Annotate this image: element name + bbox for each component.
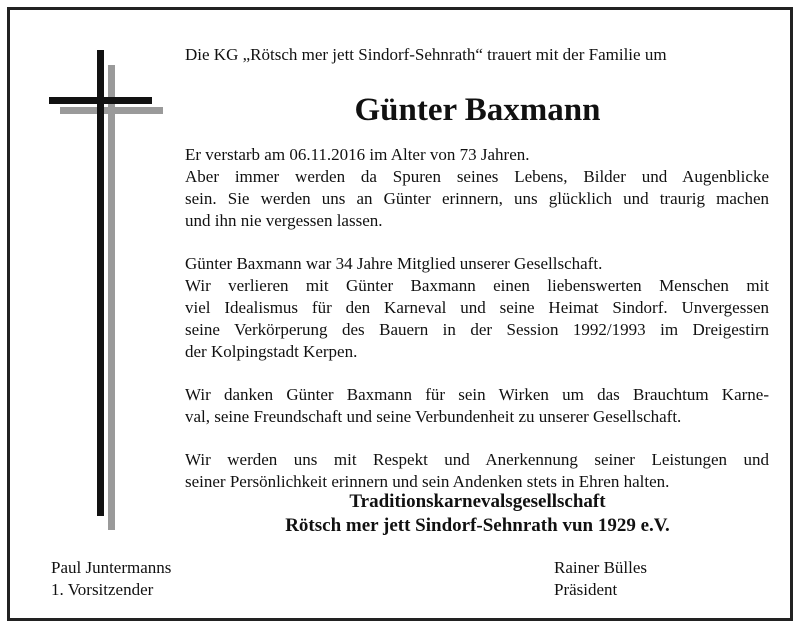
text-line: viel Idealismus für den Karneval und seine Heimat Sindorf. Unvergessen — [185, 298, 769, 317]
text-line: seiner Persönlichkeit erinnern und sein Andenken stets in Ehren halten. — [185, 472, 670, 491]
obituary-frame — [7, 7, 793, 621]
signatory-left — [51, 557, 171, 601]
text-line: Er verstarb am 06.11.2016 im Alter von 73 Jahren. — [185, 145, 530, 164]
signatory-name: Paul Juntermanns — [51, 558, 172, 577]
cross-icon-vertical — [97, 50, 104, 516]
paragraph-death-notice — [185, 144, 769, 232]
deceased-name: Günter Baxmann — [354, 92, 601, 128]
text-line: der Kolpingstadt Kerpen. — [185, 342, 358, 361]
text-line: Wir verlieren mit Günter Baxmann einen liebenswerten Menschen mit — [185, 276, 769, 295]
paragraph-thanks — [185, 384, 769, 428]
signatory-role: Präsident — [554, 580, 618, 599]
text-line: seine Verkörperung des Bauern in der Session 1992/1993 im Dreigestirn — [185, 320, 769, 339]
cross-icon-horizontal — [49, 97, 152, 104]
text-line: val, seine Freundschaft und seine Verbundenheit zu unserer Gesellschaft. — [185, 407, 682, 426]
text-line: Wir werden uns mit Respekt und Anerkennung seiner Leistungen und — [185, 450, 769, 469]
signatory-right — [554, 557, 647, 601]
obituary-body — [185, 144, 769, 514]
organization-line-2: Rötsch mer jett Sindorf-Sehnrath vun 1929 e.V. — [285, 515, 670, 536]
organization-name — [185, 490, 770, 538]
text-line: sein. Sie werden uns an Günter erinnern, uns glücklich und traurig machen — [185, 189, 769, 208]
signatory-name: Rainer Bülles — [554, 558, 648, 577]
text-line: Günter Baxmann war 34 Jahre Mitglied unserer Gesellschaft. — [185, 254, 603, 273]
signatory-role: 1. Vorsitzender — [51, 580, 154, 599]
intro-line: Die KG „Rötsch mer jett Sindorf-Sehnrath“ trauert mit der Familie um — [185, 45, 667, 64]
text-line: Wir danken Günter Baxmann für sein Wirken um das Brauchtum Karne- — [185, 385, 769, 404]
paragraph-membership — [185, 253, 769, 363]
text-line: Aber immer werden da Spuren seines Lebens, Bilder und Augenblicke — [185, 167, 769, 186]
text-line: und ihn nie vergessen lassen. — [185, 211, 383, 230]
cross-shadow-horizontal — [60, 107, 163, 114]
cross-shadow-vertical — [108, 65, 115, 530]
organization-line-1: Traditionskarnevalsgesellschaft — [349, 491, 606, 512]
paragraph-remembrance — [185, 449, 769, 493]
